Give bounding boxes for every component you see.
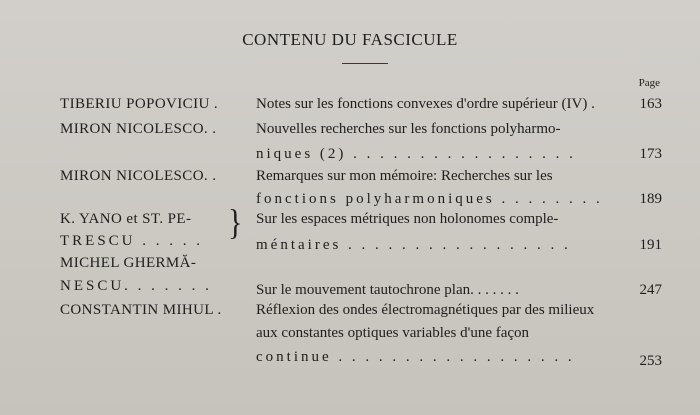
entry-page-number: 163 xyxy=(639,96,662,112)
entry-author: CONSTANTIN MIHUL . xyxy=(60,302,222,318)
entry-title-line: continue . . . . . . . . . . . . . . . . . . xyxy=(256,349,575,365)
entry-page-number: 189 xyxy=(639,191,662,207)
entry-author: MIRON NICOLESCO. . xyxy=(60,168,217,184)
brace-glyph: } xyxy=(228,202,243,243)
entry-title-line: Notes sur les fonctions convexes d'ordre supérieur (IV) . xyxy=(256,96,595,112)
entry-author: TRESCU . . . . . xyxy=(60,233,204,249)
entry-author: NESCU. . . . . . . xyxy=(60,278,212,294)
entry-title-line: Nouvelles recherches sur les fonctions polyharmo- xyxy=(256,121,561,137)
entry-title-line: niques (2) . . . . . . . . . . . . . . . . . xyxy=(256,146,576,162)
entry-title-line: Remarques sur mon mémoire: Recherches sur les xyxy=(256,168,553,184)
entry-page-number: 247 xyxy=(639,282,662,298)
entry-title-line: Réflexion des ondes électromagnétiques par des milieux xyxy=(256,302,595,318)
page-column-header: Page xyxy=(638,77,660,89)
entry-author: K. YANO et ST. PE- xyxy=(60,211,192,227)
entry-title-line: Sur les espaces métriques non holonomes comple- xyxy=(256,211,559,227)
entry-author: TIBERIU POPOVICIU . xyxy=(60,96,219,112)
entry-title-line: méntaires . . . . . . . . . . . . . . . . . xyxy=(256,237,571,253)
entry-author: MICHEL GHERMĂ- xyxy=(60,255,197,271)
entry-page-number: 173 xyxy=(639,146,662,162)
entry-author: MIRON NICOLESCO. . xyxy=(60,121,217,137)
entry-page-number: 253 xyxy=(639,353,662,369)
entry-title-line: fonctions polyharmoniques . . . . . . . . xyxy=(256,191,603,207)
entry-title-line: aux constantes optiques variables d'une façon xyxy=(256,325,530,341)
page-title: CONTENU DU FASCICULE xyxy=(242,30,458,49)
entry-title-line: Sur le mouvement tautochrone plan. . . . . . . xyxy=(256,282,519,298)
title-rule xyxy=(342,63,388,64)
entry-page-number: 191 xyxy=(639,237,662,253)
